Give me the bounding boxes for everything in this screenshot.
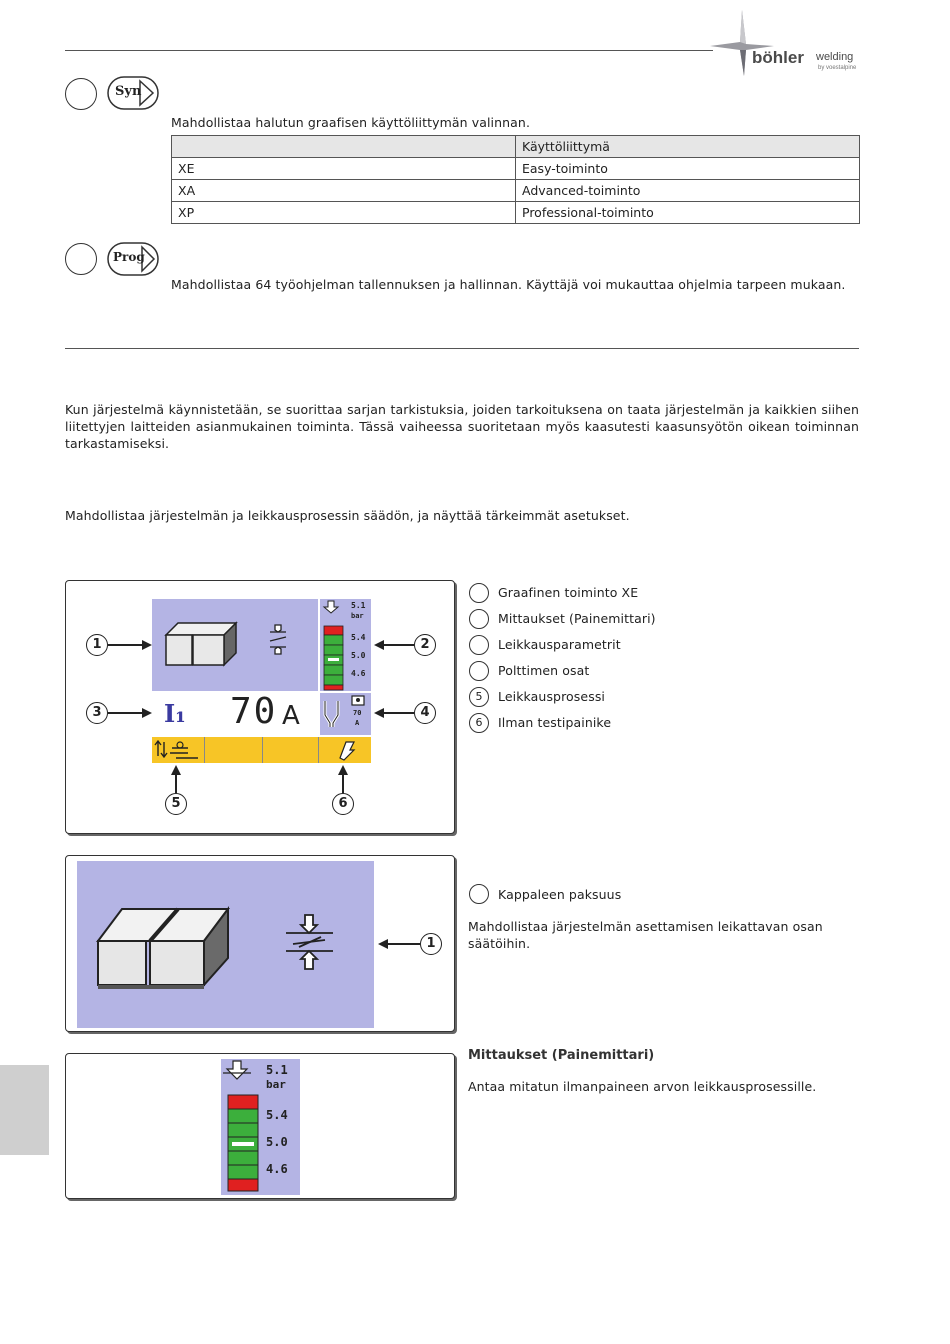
legend-label: Polttimen osat	[498, 663, 590, 678]
gauge-value-high: 5.4	[266, 1108, 288, 1122]
table-row	[172, 158, 860, 180]
table-cell: XE	[172, 158, 516, 180]
table-header-cell: Käyttöliittymä	[516, 136, 860, 158]
cutting-process-icon	[154, 738, 202, 762]
gauge-value-low: 4.6	[266, 1162, 288, 1176]
table-header-cell	[172, 136, 516, 158]
lcd-top-left	[152, 599, 318, 691]
callout-5: 5	[165, 793, 187, 815]
prog-description: Mahdollistaa 64 työohjelman tallennuksen ja hallinnan. Käyttäjä voi mukauttaa ohjelmia tarpeen mukaan.	[171, 277, 846, 292]
ui-options-table	[171, 135, 860, 224]
current-unit: A	[282, 701, 300, 731]
screen-paragraph: Mahdollistaa järjestelmän ja leikkausprosessin säädön, ja näyttää tärkeimmät asetukset.	[65, 508, 630, 523]
syn-description: Mahdollistaa halutun graafisen käyttöliittymän valinnan.	[171, 115, 531, 130]
section-divider	[65, 348, 859, 349]
syn-icon-label: Syn	[115, 84, 142, 99]
lcd-current-row	[152, 693, 318, 735]
table-row	[172, 180, 860, 202]
arrow-right-icon	[142, 640, 152, 650]
legend-label: Mittaukset (Painemittari)	[498, 611, 656, 626]
arrow-left-icon	[374, 708, 384, 718]
workpiece-blocks-icon	[152, 599, 318, 691]
thickness-description: Mahdollistaa järjestelmän asettamisen leikattavan osan säätöihin.	[468, 919, 823, 951]
table-cell: XA	[172, 180, 516, 202]
table-cell: XP	[172, 202, 516, 224]
workpiece-blocks-icon	[77, 861, 374, 1028]
current-symbol: I₁	[164, 699, 186, 728]
legend-label: Leikkausparametrit	[498, 637, 621, 652]
current-value: 70	[230, 691, 278, 732]
legend-marker	[469, 635, 489, 655]
arrow-left-icon	[374, 640, 384, 650]
callout-2: 2	[414, 634, 436, 656]
measurement-screen-panel	[65, 1053, 455, 1199]
gauge-unit: bar	[266, 1078, 286, 1091]
gauge-unit: bar	[351, 612, 364, 620]
callout-1: 1	[86, 634, 108, 656]
section-marker-circle	[65, 243, 97, 275]
lcd-torch-box	[320, 693, 371, 735]
arrow-up-icon	[338, 765, 348, 775]
table-row	[172, 202, 860, 224]
legend-marker	[469, 583, 489, 603]
measurement-lcd	[221, 1059, 300, 1195]
prog-icon-label: Prog	[113, 250, 145, 264]
callout-4: 4	[414, 702, 436, 724]
legend-label: Leikkausprosessi	[498, 689, 606, 704]
brand-suffix: welding	[816, 51, 854, 63]
lcd-gauge	[320, 599, 371, 691]
gauge-top-value: 5.1	[351, 601, 366, 610]
callout-6: 6	[332, 793, 354, 815]
gauge-value-low: 4.6	[351, 669, 366, 678]
brand-tagline: by voestalpine	[818, 65, 857, 71]
thickness-legend-label: Kappaleen paksuus	[498, 887, 622, 902]
legend-label: Ilman testipainike	[498, 715, 612, 730]
table-cell: Advanced-toiminto	[516, 180, 860, 202]
legend-marker: 6	[469, 713, 489, 733]
gauge-value-mid: 5.0	[351, 651, 366, 660]
gauge-top-value: 5.1	[266, 1063, 288, 1077]
section-marker-circle	[65, 78, 97, 110]
arrow-left-icon	[378, 939, 388, 949]
brand-name: böhler	[752, 48, 804, 67]
startup-paragraph: Kun järjestelmä käynnistetään, se suorittaa sarjan tarkistuksia, joiden tarkoituksena on taata järjestelmän ja kaikkien siihen liitettyjen laitteiden asianmukainen toiminta. Tässä vaiheessa suoritetaan myös kaasutesti kaasunsyötön oikean toiminnan tarkastamiseksi.	[65, 402, 859, 451]
gauge-value-mid: 5.0	[266, 1135, 288, 1149]
main-screen-panel	[65, 580, 455, 834]
torch-parts-icon	[320, 693, 371, 735]
page-side-tab	[0, 1065, 49, 1155]
thickness-legend-marker	[469, 884, 489, 904]
thickness-lcd	[77, 861, 374, 1028]
arrow-up-icon	[171, 765, 181, 775]
legend-marker	[469, 609, 489, 629]
table-cell: Professional-toiminto	[516, 202, 860, 224]
header-rule	[65, 50, 713, 51]
legend-label: Graafinen toiminto XE	[498, 585, 639, 600]
air-test-icon	[332, 738, 362, 762]
main-legend	[468, 583, 858, 743]
syn-button-icon	[107, 76, 159, 110]
table-header-row	[172, 136, 860, 158]
gauge-value-high: 5.4	[351, 633, 366, 642]
callout-3: 3	[86, 702, 108, 724]
thickness-callout: 1	[420, 933, 442, 955]
legend-marker	[469, 661, 489, 681]
measurement-description: Antaa mitatun ilmanpaineen arvon leikkausprosessille.	[468, 1079, 817, 1094]
measurement-heading: Mittaukset (Painemittari)	[468, 1048, 655, 1063]
prog-button-icon	[107, 242, 159, 276]
table-cell: Easy-toiminto	[516, 158, 860, 180]
legend-marker: 5	[469, 687, 489, 707]
pressure-gauge-icon	[221, 1059, 300, 1195]
brand-logo	[708, 8, 868, 78]
thickness-screen-panel	[65, 855, 455, 1032]
mini-current-unit: A	[355, 719, 360, 727]
lcd-bottom-bar	[152, 737, 371, 763]
arrow-right-icon	[142, 708, 152, 718]
mini-current-value: 70	[353, 709, 362, 717]
